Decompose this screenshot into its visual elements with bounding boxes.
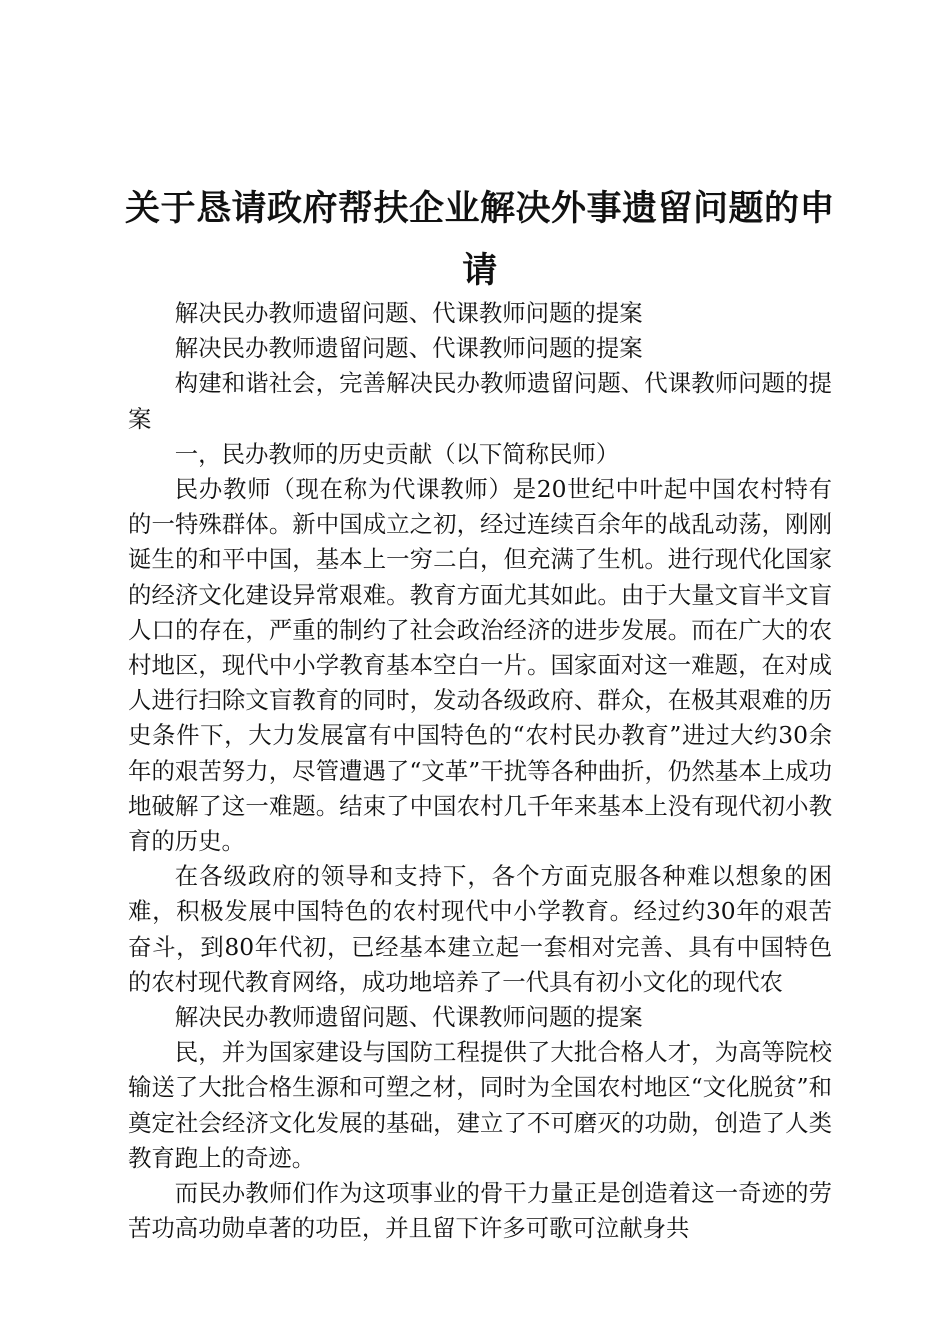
paragraph: 解决民办教师遗留问题、代课教师问题的提案 — [174, 1003, 643, 1032]
paragraph: 解决民办教师遗留问题、代课教师问题的提案 — [174, 334, 643, 363]
section-heading: 一，民办教师的历史贡献（以下简称民师） — [174, 439, 620, 468]
paragraph: 构建和谐社会，完善解决民办教师遗留问题、代课教师问题的提案 — [128, 369, 832, 433]
paragraph: 民办教师（现在称为代课教师）是20世纪中叶起中国农村特有的一特殊群体。新中国成立之初，经过连续百余年的战乱动荡，刚刚诞生的和平中国，基本上一穷二白，但充满了生机。进行现代化国家的经济文化建设异常艰难。教育方面尤其如此。由于大量文盲半文盲人口的存在，严重的制约了社会政治经济的进步发展。而在广大的农村地区，现代中小学教育基本空白一片。国家面对这一难题，在对成人进行扫除文盲教育的同时，发动各级政府、群众，在极其艰难的历史条件下，大力发展富有中国特色的“农村民办教育”进过大约30余年的艰苦努力，尽管遭遇了“文革”干扰等各种曲折，仍然基本上成功地破解了这一难题。结束了中国农村几千年来基本上没有现代初小教育的历史。 — [128, 475, 832, 856]
document-title: 关于恳请政府帮扶企业解决外事遗留问题的申请 — [124, 189, 835, 291]
paragraph: 解决民办教师遗留问题、代课教师问题的提案 — [174, 299, 643, 327]
document-body — [128, 296, 832, 1246]
paragraph: 民，并为国家建设与国防工程提供了大批合格人才，为高等院校输送了大批合格生源和可塑之材，同时为全国农村地区“文化脱贫”和奠定社会经济文化发展的基础，建立了不可磨灭的功勋，创造了人类教育跑上的奇迹。 — [128, 1038, 832, 1172]
paragraph: 而民办教师们作为这项事业的骨干力量正是创造着这一奇迹的劳苦功高功勋卓著的功臣，并且留下许多可歌可泣献身共 — [128, 1179, 832, 1243]
paragraph: 在各级政府的领导和支持下，各个方面克服各种难以想象的困难，积极发展中国特色的农村现代中小学教育。经过约30年的艰苦奋斗，到80年代初，已经基本建立起一套相对完善、具有中国特色的农村现代教育网络，成功地培养了一代具有初小文化的现代农 — [128, 862, 832, 996]
